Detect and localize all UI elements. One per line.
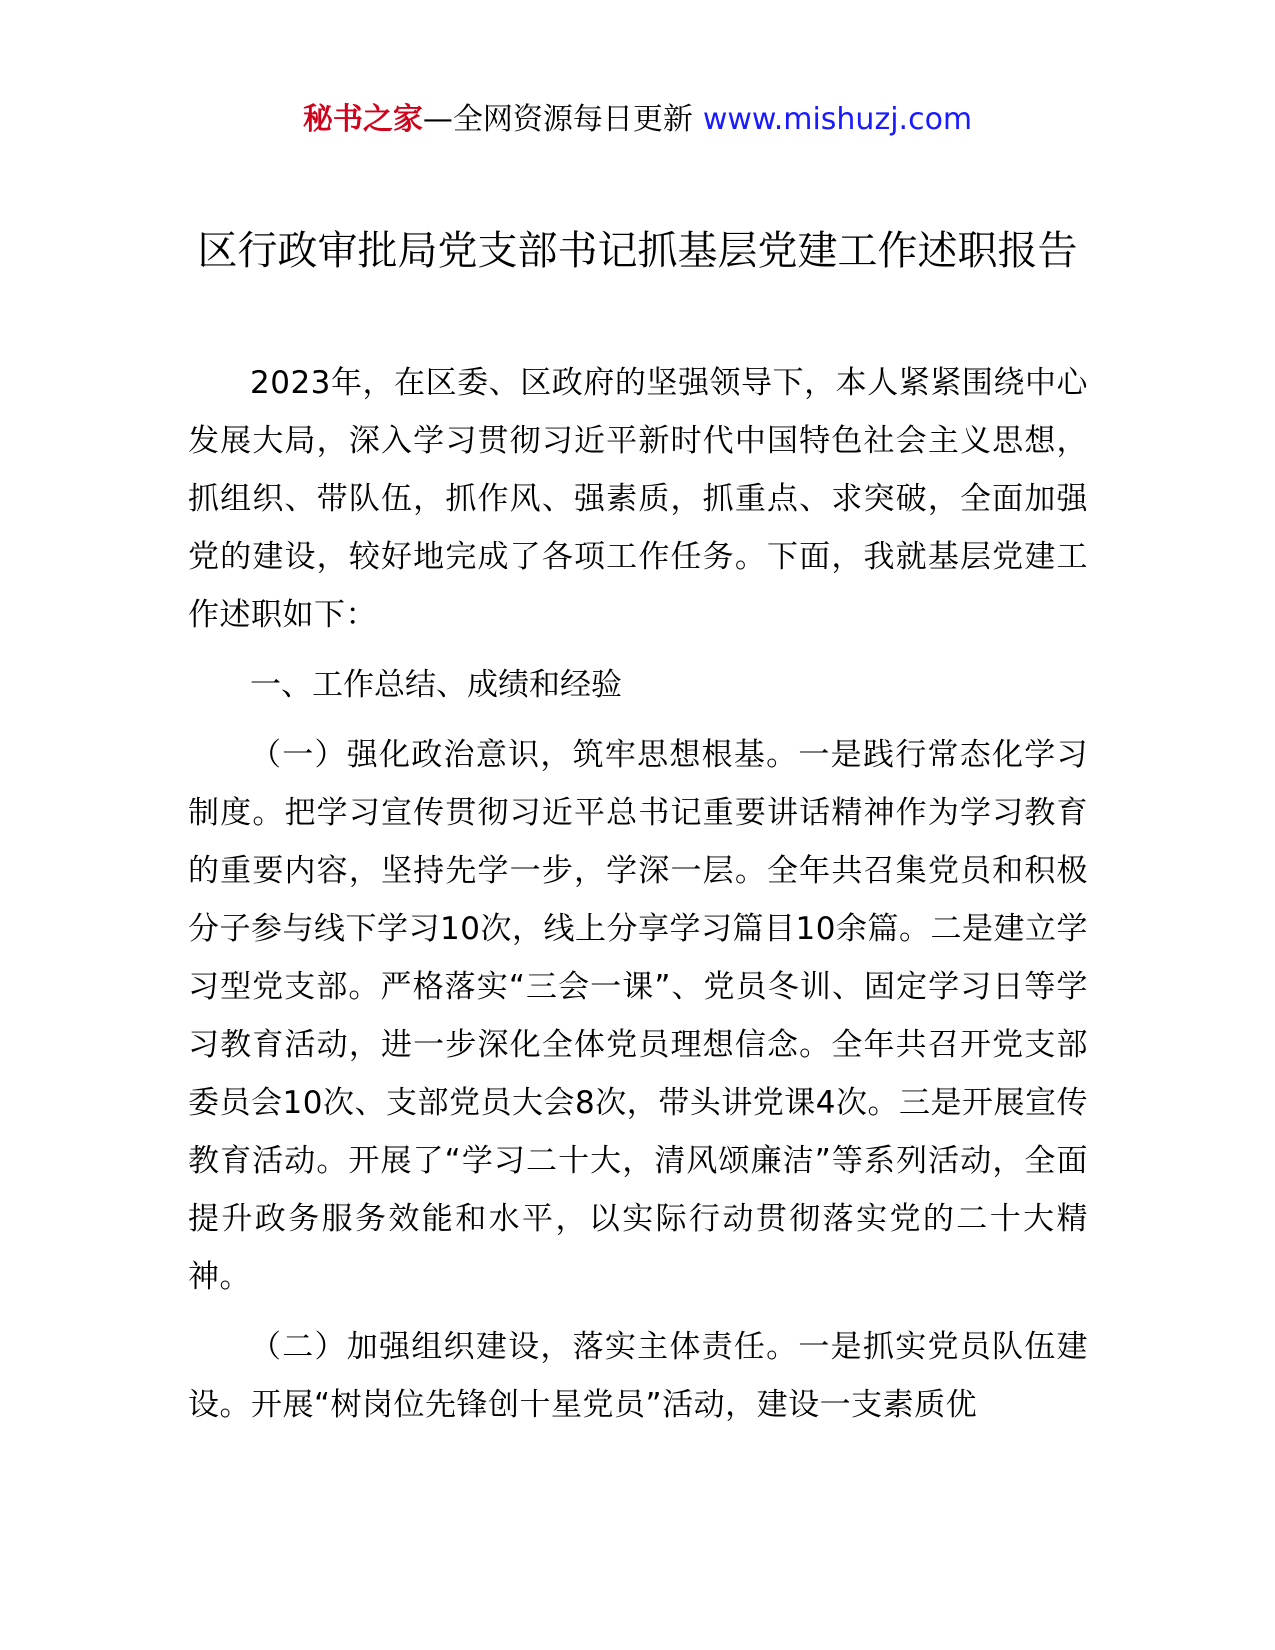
intro-paragraph: 2023年，在区委、区政府的坚强领导下，本人紧紧围绕中心发展大局，深入学习贯彻习近平新时代中国特色社会主义思想，抓组织、带队伍，抓作风、强素质，抓重点、求突破，全面加强党的建设，较好地完成了各项工作任务。下面，我就基层党建工作述职如下：: [188, 365, 1088, 633]
header-tagline: —全网资源每日更新: [422, 102, 693, 137]
section-heading: 一、工作总结、成绩和经验: [250, 667, 622, 703]
subsection-paragraph-one: （一）强化政治意识，筑牢思想根基。一是践行常态化学习制度。把学习宣传贯彻习近平总书记重要讲话精神作为学习教育的重要内容，坚持先学一步，学深一层。全年共召集党员和积极分子参与线下学习10次，线上分享学习篇目10余篇。二是建立学习型党支部。严格落实“三会一课”、党员冬训、固定学习日等学习教育活动，进一步深化全体党员理想信念。全年共召开党支部委员会10次、支部党员大会8次，带头讲党课4次。三是开展宣传教育活动。开展了“学习二十大，清风颂廉洁”等系列活动，全面提升政务服务效能和水平，以实际行动贯彻落实党的二十大精神。: [188, 737, 1088, 1295]
site-header: [0, 98, 1275, 142]
subsection-paragraph-two: （二）加强组织建设，落实主体责任。一是抓实党员队伍建设。开展“树岗位先锋创十星党员”活动，建设一支素质优: [188, 1329, 1088, 1423]
document-body: [188, 354, 1088, 1446]
document-title: 区行政审批局党支部书记抓基层党建工作述职报告: [197, 228, 1078, 274]
site-url-link[interactable]: www.mishuzj.com: [702, 102, 973, 137]
brand-name: 秘书之家: [302, 102, 423, 137]
